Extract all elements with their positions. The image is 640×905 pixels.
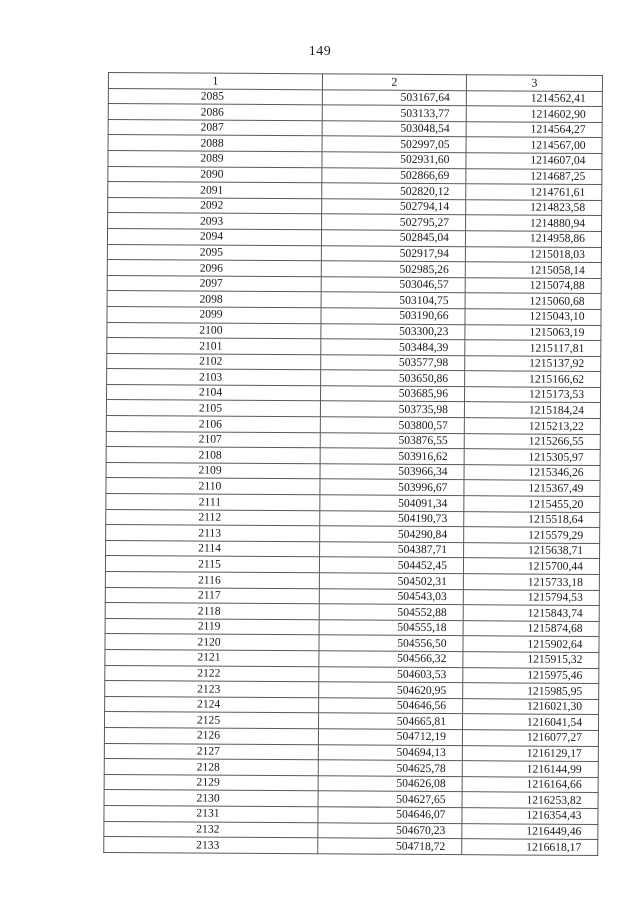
y-coordinate-cell: 1215117,81 (465, 340, 601, 356)
x-coordinate-cell: 503133,77 (322, 105, 466, 121)
point-number-cell: 2127 (104, 743, 318, 760)
x-coordinate-cell: 502866,69 (322, 167, 466, 183)
y-coordinate-cell: 1215184,24 (464, 402, 600, 418)
x-coordinate-cell: 503876,55 (320, 432, 464, 448)
y-coordinate-cell: 1214761,61 (466, 184, 602, 200)
y-coordinate-cell: 1215638,71 (464, 542, 600, 558)
point-number-cell: 2111 (106, 494, 320, 511)
x-coordinate-cell: 504502,31 (319, 573, 463, 589)
point-number-cell: 2093 (108, 213, 322, 230)
point-number-cell: 2099 (107, 306, 321, 323)
y-coordinate-cell: 1214564,27 (466, 121, 602, 137)
y-coordinate-cell: 1214823,58 (466, 199, 602, 215)
point-number-cell: 2126 (104, 727, 318, 744)
point-number-cell: 2129 (104, 774, 318, 791)
y-coordinate-cell: 1215346,26 (464, 465, 600, 481)
point-number-cell: 2087 (108, 119, 322, 136)
y-coordinate-cell: 1216129,17 (462, 745, 598, 761)
point-number-cell: 2122 (105, 665, 319, 682)
x-coordinate-cell: 503167,64 (322, 89, 466, 105)
y-coordinate-cell: 1215213,22 (464, 418, 600, 434)
y-coordinate-cell: 1214958,86 (465, 231, 601, 247)
y-coordinate-cell: 1214567,00 (466, 137, 602, 153)
x-coordinate-cell: 503966,34 (320, 464, 464, 480)
point-number-cell: 2085 (108, 88, 322, 105)
x-coordinate-cell: 504670,23 (318, 822, 462, 838)
x-coordinate-cell: 502845,04 (321, 230, 465, 246)
x-coordinate-cell: 504646,56 (319, 698, 463, 714)
x-coordinate-cell: 504626,08 (318, 776, 462, 792)
x-coordinate-cell: 503046,57 (321, 277, 465, 293)
y-coordinate-cell: 1215874,68 (463, 620, 599, 636)
y-coordinate-cell: 1214880,94 (466, 215, 602, 231)
point-number-cell: 2128 (104, 759, 318, 776)
y-coordinate-cell: 1216164,66 (462, 776, 598, 792)
point-number-cell: 2133 (104, 837, 318, 854)
x-coordinate-cell: 502917,94 (321, 245, 465, 261)
x-coordinate-cell: 504190,73 (320, 510, 464, 526)
point-number-cell: 2123 (105, 681, 319, 698)
point-number-cell: 2131 (104, 805, 318, 822)
x-coordinate-cell: 504290,84 (320, 526, 464, 542)
y-coordinate-cell: 1215985,95 (463, 683, 599, 699)
point-number-cell: 2094 (107, 228, 321, 245)
y-coordinate-cell: 1215137,92 (465, 355, 601, 371)
point-number-cell: 2089 (108, 150, 322, 167)
point-number-cell: 2115 (105, 556, 319, 573)
point-number-cell: 2100 (107, 322, 321, 339)
y-coordinate-cell: 1216618,17 (462, 839, 598, 855)
y-coordinate-cell: 1214607,04 (466, 153, 602, 169)
point-number-cell: 2130 (104, 790, 318, 807)
point-number-cell: 2092 (108, 197, 322, 214)
coordinates-table (103, 72, 603, 856)
column-header-3: 3 (466, 75, 602, 91)
x-coordinate-cell: 503800,57 (320, 417, 464, 433)
point-number-cell: 2088 (108, 135, 322, 152)
x-coordinate-cell: 503104,75 (321, 292, 465, 308)
point-number-cell: 2121 (105, 649, 319, 666)
y-coordinate-cell: 1215266,55 (464, 433, 600, 449)
point-number-cell: 2125 (104, 712, 318, 729)
y-coordinate-cell: 1216449,46 (462, 823, 598, 839)
y-coordinate-cell: 1215902,64 (463, 636, 599, 652)
point-number-cell: 2132 (104, 821, 318, 838)
point-number-cell: 2103 (107, 369, 321, 386)
x-coordinate-cell: 504627,65 (318, 791, 462, 807)
x-coordinate-cell: 504603,53 (319, 666, 463, 682)
x-coordinate-cell: 503577,98 (321, 354, 465, 370)
point-number-cell: 2120 (105, 634, 319, 651)
x-coordinate-cell: 504566,32 (319, 651, 463, 667)
point-number-cell: 2102 (107, 353, 321, 370)
point-number-cell: 2109 (106, 462, 320, 479)
point-number-cell: 2113 (106, 525, 320, 542)
y-coordinate-cell: 1215166,62 (465, 371, 601, 387)
x-coordinate-cell: 502985,26 (321, 261, 465, 277)
point-number-cell: 2086 (108, 104, 322, 121)
point-number-cell: 2095 (107, 244, 321, 261)
point-number-cell: 2101 (107, 338, 321, 355)
y-coordinate-cell: 1215305,97 (464, 449, 600, 465)
x-coordinate-cell: 502795,27 (322, 214, 466, 230)
point-number-cell: 2119 (105, 618, 319, 635)
y-coordinate-cell: 1215367,49 (464, 480, 600, 496)
x-coordinate-cell: 504091,34 (320, 495, 464, 511)
point-number-cell: 2117 (105, 587, 319, 604)
point-number-cell: 2106 (106, 416, 320, 433)
y-coordinate-cell: 1216144,99 (462, 761, 598, 777)
point-number-cell: 2114 (106, 540, 320, 557)
y-coordinate-cell: 1216041,54 (462, 714, 598, 730)
y-coordinate-cell: 1216021,30 (463, 698, 599, 714)
x-coordinate-cell: 502820,12 (322, 183, 466, 199)
x-coordinate-cell: 504556,50 (319, 635, 463, 651)
y-coordinate-cell: 1216077,27 (462, 730, 598, 746)
point-number-cell: 2112 (106, 509, 320, 526)
x-coordinate-cell: 503650,86 (321, 370, 465, 386)
y-coordinate-cell: 1215074,88 (465, 277, 601, 293)
point-number-cell: 2105 (106, 400, 320, 417)
table-body (104, 88, 603, 855)
point-number-cell: 2104 (106, 384, 320, 401)
y-coordinate-cell: 1214562,41 (466, 90, 602, 106)
point-number-cell: 2090 (108, 166, 322, 183)
point-number-cell: 2107 (106, 431, 320, 448)
y-coordinate-cell: 1216354,43 (462, 808, 598, 824)
point-number-cell: 2097 (107, 275, 321, 292)
x-coordinate-cell: 504646,07 (318, 807, 462, 823)
y-coordinate-cell: 1215043,10 (465, 309, 601, 325)
x-coordinate-cell: 503916,62 (320, 448, 464, 464)
y-coordinate-cell: 1215843,74 (463, 605, 599, 621)
point-number-cell: 2110 (106, 478, 320, 495)
y-coordinate-cell: 1215518,64 (464, 511, 600, 527)
y-coordinate-cell: 1215700,44 (463, 558, 599, 574)
y-coordinate-cell: 1215794,53 (463, 589, 599, 605)
x-coordinate-cell: 504694,13 (318, 744, 462, 760)
y-coordinate-cell: 1215060,68 (465, 293, 601, 309)
page-number: 149 (308, 44, 332, 59)
y-coordinate-cell: 1215058,14 (465, 262, 601, 278)
point-number-cell: 2108 (106, 447, 320, 464)
y-coordinate-cell: 1215063,19 (465, 324, 601, 340)
table-row (104, 837, 598, 856)
x-coordinate-cell: 504552,88 (319, 604, 463, 620)
point-number-cell: 2124 (105, 696, 319, 713)
x-coordinate-cell: 503190,66 (321, 308, 465, 324)
point-number-cell: 2098 (107, 291, 321, 308)
x-coordinate-cell: 503735,98 (320, 401, 464, 417)
x-coordinate-cell: 504665,81 (318, 713, 462, 729)
x-coordinate-cell: 503685,96 (320, 386, 464, 402)
x-coordinate-cell: 504543,03 (319, 588, 463, 604)
y-coordinate-cell: 1214602,90 (466, 106, 602, 122)
x-coordinate-cell: 504452,45 (319, 557, 463, 573)
x-coordinate-cell: 503300,23 (321, 323, 465, 339)
y-coordinate-cell: 1215975,46 (463, 667, 599, 683)
x-coordinate-cell: 502931,60 (322, 152, 466, 168)
y-coordinate-cell: 1216253,82 (462, 792, 598, 808)
point-number-cell: 2116 (105, 571, 319, 588)
y-coordinate-cell: 1215915,32 (463, 652, 599, 668)
y-coordinate-cell: 1215579,29 (464, 527, 600, 543)
column-header-2: 2 (322, 74, 466, 90)
point-number-cell: 2118 (105, 603, 319, 620)
column-header-1: 1 (108, 73, 322, 90)
x-coordinate-cell: 503048,54 (322, 121, 466, 137)
y-coordinate-cell: 1215173,53 (464, 387, 600, 403)
y-coordinate-cell: 1214687,25 (466, 168, 602, 184)
point-number-cell: 2091 (108, 182, 322, 199)
x-coordinate-cell: 504387,71 (320, 542, 464, 558)
x-coordinate-cell: 502997,05 (322, 136, 466, 152)
x-coordinate-cell: 504555,18 (319, 620, 463, 636)
y-coordinate-cell: 1215733,18 (463, 574, 599, 590)
x-coordinate-cell: 503996,67 (320, 479, 464, 495)
y-coordinate-cell: 1215018,03 (465, 246, 601, 262)
x-coordinate-cell: 503484,39 (321, 339, 465, 355)
point-number-cell: 2096 (107, 260, 321, 277)
x-coordinate-cell: 504712,19 (318, 729, 462, 745)
x-coordinate-cell: 504718,72 (318, 838, 462, 854)
x-coordinate-cell: 502794,14 (322, 199, 466, 215)
x-coordinate-cell: 504620,95 (319, 682, 463, 698)
y-coordinate-cell: 1215455,20 (464, 496, 600, 512)
x-coordinate-cell: 504625,78 (318, 760, 462, 776)
